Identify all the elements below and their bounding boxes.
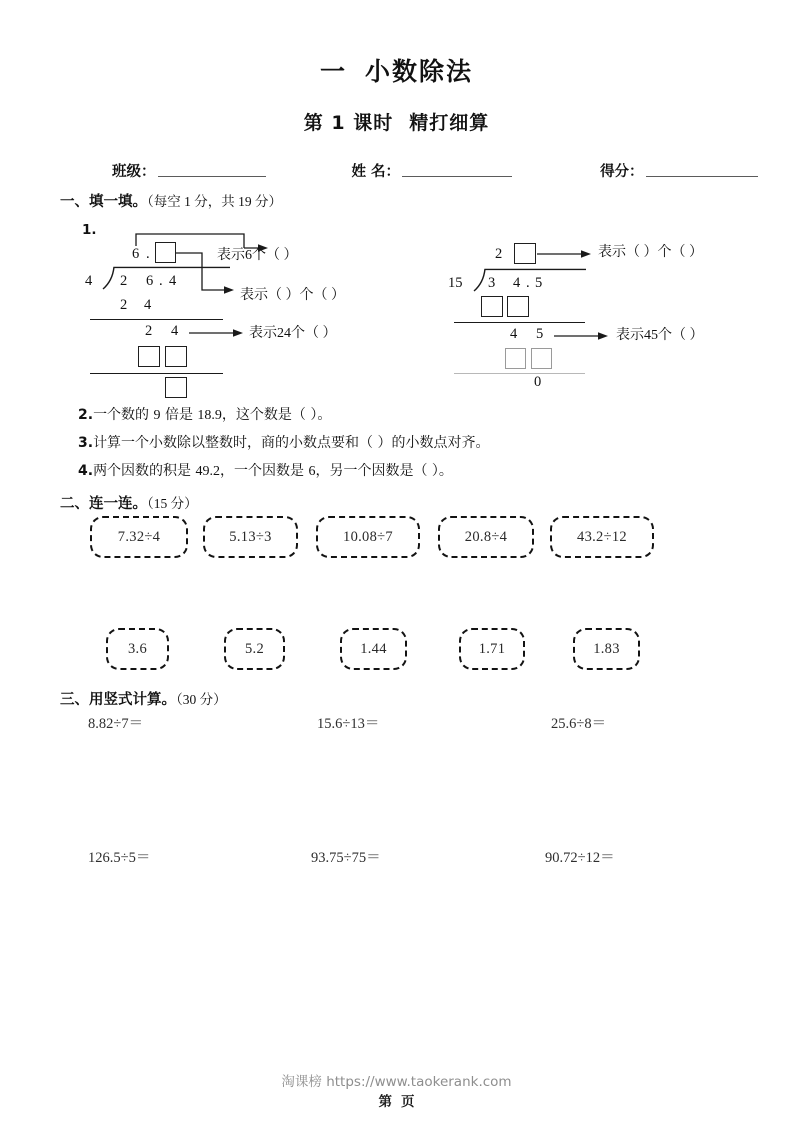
fq4-num-a: 49.2 (195, 464, 221, 479)
section-heading-vertical-calc (60, 688, 227, 709)
match-expression-chip-5[interactable]: 43.2÷12 (550, 516, 654, 558)
match-expression-chip-3[interactable]: 10.08÷7 (316, 516, 420, 558)
fill-question-3 (78, 432, 490, 452)
fq2-num-b: 18.9 (197, 408, 222, 423)
left-dividend-point: . (159, 273, 163, 289)
right-dividend-point: . (526, 275, 530, 291)
page-title (0, 52, 793, 88)
fq2-text-a: 一个数的 (93, 407, 154, 423)
lesson-name: 精打细算 (409, 112, 490, 134)
name-label: 姓 名： (351, 164, 401, 180)
long-division-right (448, 243, 748, 388)
question-1-number: 1. (82, 222, 97, 238)
page-prefix: 第 (378, 1094, 392, 1110)
right-rule-1 (454, 322, 585, 323)
left-divisor: 4 (85, 273, 93, 289)
score-field[interactable] (600, 160, 758, 181)
fq3-text-a: 计算一个小数除以整数时，商的小数点要和（ (93, 435, 374, 451)
long-division-left (85, 240, 395, 395)
match-answer-chip-5[interactable]: 1.83 (573, 628, 640, 670)
match-answer-chip-1[interactable]: 3.6 (106, 628, 169, 670)
fq4-text-b: ，一个因数是 (220, 463, 309, 479)
match-answer-chip-2[interactable]: 5.2 (224, 628, 285, 670)
left-blank-box-c[interactable] (165, 377, 187, 398)
right-blank-box-c[interactable] (505, 348, 526, 369)
vertical-calc-6[interactable]: 90.72÷12＝ (545, 850, 615, 866)
fill-question-4 (78, 460, 453, 480)
left-step2-d1: 2 (145, 323, 153, 339)
left-quotient-digit: 6 (132, 246, 140, 262)
match-expression-chip-2[interactable]: 5.13÷3 (203, 516, 298, 558)
right-divisor: 15 (448, 275, 463, 291)
right-dividend-d2: 4 (513, 275, 521, 291)
left-step1-d1: 2 (120, 297, 128, 313)
section3-points: （30 分） (176, 692, 227, 707)
name-blank-rule[interactable] (402, 176, 512, 177)
fq4-text-a: 两个因数的积是 (93, 463, 196, 479)
left-blank-box-b[interactable] (165, 346, 187, 367)
right-rule-2 (454, 373, 585, 374)
fq4-text-c[interactable]: ，另一个因数是（ ）。 (315, 463, 453, 479)
section1-points: （每空 1 分，共 19 分） (147, 194, 282, 209)
right-step2-d1: 4 (510, 326, 518, 342)
right-step2-d2: 5 (536, 326, 544, 342)
right-caption-2: 表示45个（ ） (616, 328, 704, 343)
fq2-text-b: 倍是 (160, 407, 198, 423)
section2-points: （15 分） (147, 496, 198, 511)
left-step1-d2: 4 (144, 297, 152, 313)
left-caption-2: 表示（ ）个（ ） (240, 288, 345, 303)
score-blank-rule[interactable] (646, 176, 758, 177)
match-answer-chip-3[interactable]: 1.44 (340, 628, 407, 670)
section-heading-match (60, 492, 198, 513)
student-info-row (70, 160, 733, 181)
right-remainder: 0 (534, 374, 542, 390)
unit-title: 小数除法 (365, 57, 474, 86)
match-expression-chip-1[interactable]: 7.32÷4 (90, 516, 188, 558)
fq2-text-c[interactable]: ，这个数是（ ）。 (221, 407, 332, 423)
left-dividend-d2: 6 (146, 273, 154, 289)
match-answer-chip-4[interactable]: 1.71 (459, 628, 525, 670)
match-expression-chip-4[interactable]: 20.8÷4 (438, 516, 534, 558)
left-rule-1 (90, 319, 223, 320)
section-heading-fill (60, 190, 282, 211)
section3-label: 三、用竖式计算。 (60, 692, 176, 708)
vertical-calc-5[interactable]: 93.75÷75＝ (311, 850, 381, 866)
fq3-index: 3. (78, 435, 94, 451)
fq2-num-a: 9 (153, 408, 161, 423)
score-label: 得分： (600, 164, 644, 180)
vertical-calc-3[interactable]: 25.6÷8＝ (551, 716, 607, 732)
right-blank-box-b[interactable] (507, 296, 529, 317)
right-dividend-d3: 5 (535, 275, 543, 291)
left-rule-2 (90, 373, 223, 374)
right-blank-box-a[interactable] (481, 296, 503, 317)
class-field[interactable] (112, 160, 266, 181)
right-blank-box-d[interactable] (531, 348, 552, 369)
class-blank-rule[interactable] (158, 176, 266, 177)
unit-numeral: 一 (319, 57, 347, 86)
section2-label: 二、连一连。 (60, 496, 147, 512)
name-field[interactable] (352, 160, 513, 181)
class-label: 班级： (112, 164, 156, 180)
left-caption-3: 表示24个（ ） (249, 326, 337, 341)
fq2-index: 2. (78, 407, 94, 423)
left-blank-box-a[interactable] (138, 346, 160, 367)
page-suffix: 页 (401, 1094, 415, 1110)
right-quotient-blank-box[interactable] (514, 243, 536, 264)
left-quotient-point: . (146, 246, 150, 262)
vertical-calc-1[interactable]: 8.82÷7＝ (88, 716, 144, 732)
right-caption-1: 表示（ ）个（ ） (598, 245, 703, 260)
lesson-label: 第 1 课时 (303, 112, 394, 134)
fq4-index: 4. (78, 463, 94, 479)
left-step2-d2: 4 (171, 323, 179, 339)
fq4-num-b: 6 (308, 464, 316, 479)
left-dividend-d3: 4 (169, 273, 177, 289)
section1-label: 一、填一填。 (60, 194, 147, 210)
fq3-text-c: ）的小数点对齐。 (377, 435, 490, 451)
vertical-calc-4[interactable]: 126.5÷5＝ (88, 850, 151, 866)
left-dividend-d1: 2 (120, 273, 128, 289)
fill-question-2 (78, 404, 331, 424)
watermark-text: 淘课榜 https://www.taokerank.com (281, 1074, 512, 1090)
left-caption-1: 表示6个（ ） (217, 248, 298, 263)
right-dividend-d1: 3 (488, 275, 496, 291)
vertical-calc-2[interactable]: 15.6÷13＝ (317, 716, 380, 732)
page-number (0, 1090, 793, 1110)
right-quotient-digit: 2 (495, 246, 503, 262)
lesson-title (0, 108, 793, 135)
